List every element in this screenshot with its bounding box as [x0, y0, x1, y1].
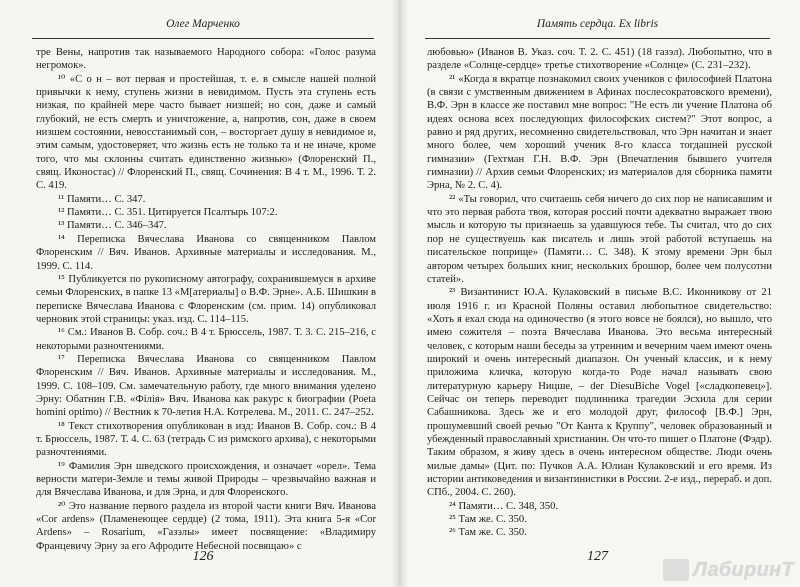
- page-number-left: 126: [192, 549, 214, 564]
- watermark-text: ЛабиринТ: [693, 558, 794, 581]
- footnote-paragraph: ¹⁸ Текст стихотворения опубликован в изд: Иванов В. Собр. соч.: В 4 т. Брюссель, 1987. Т. 4. С. 63 (тетрадь С из римского архива), с некоторыми разночтениями.: [36, 420, 376, 459]
- book-gutter-shadow: [392, 0, 408, 587]
- footnote-paragraph: ¹¹ Памяти… С. 347.: [58, 193, 146, 205]
- running-head-right: Память сердца. Ex libris: [425, 18, 770, 39]
- footnote-paragraph: ¹² Памяти… С. 351. Цитируется Псалтырь 107:2.: [58, 207, 278, 219]
- footnotes-left: [36, 46, 376, 552]
- footnote-paragraph: ¹⁵ Публикуется по рукописному автографу, сохранившемуся в архиве семьи Флоренских, в папке 13 «М[атериалы] о В.Ф. Эрне». А.Б. Шишкин в переписке Вячеслава Иванова с Флоренским (см. прим. 14) опубликовал черновик этой страницы: указ. изд. С. 114–115.: [36, 273, 376, 325]
- footnote-paragraph: ¹⁴ Переписка Вячеслава Иванова со священником Павлом Флоренским // Вяч. Иванов. Архивные материалы и исследования. М., 1999. С. 114.: [36, 233, 376, 272]
- footnote-paragraph: ¹⁷ Переписка Вячеслава Иванова со священником Павлом Флоренским // Вяч. Иванов. Архивные материалы и исследования. М., 1999. С. 108–109. См. замечательную работу, где много внимания уделено Эрну: Обатнин Г.В. «Фiлiя» Вяч. Иванова как ракурс к биографии (Poeta homini optimo) // Вестник к 70-летия Н.А. Котрелева. М., 2011. С. 247–252.: [36, 353, 376, 419]
- footnote-paragraph: ¹⁰ «С о н – вот первая и простейшая, т. е. в смысле нашей полной привычки к нему, ступень жизни в невидимом. Пусть эта ступень есть низкая, по крайней мере часто бывает низшей; но сон, даже и самый глубокий, не есть смерть и уничтожение, а, напротив, сон, даже в своем низшем состоянии, невосстанимый сон, – восторгает душу в невидимое и, этим самым, удостоверяет, что жизнь есть не только та и не иначе, кроме того, что мы склонны считать единственно жизнью» (Флоренский П., свящ. Иконостас) // Флоренский П., свящ. Сочинения: В 4 т. М., 1996. Т. 2. С. 419.: [36, 73, 376, 192]
- running-head-left: Олег Марченко: [32, 18, 374, 39]
- footnote-paragraph: ²⁴ Памяти… С. 348, 350.: [449, 500, 559, 512]
- footnote-paragraph: ¹³ Памяти… С. 346–347.: [58, 220, 167, 232]
- footnote-paragraph: ²⁶ Там же. С. 350.: [449, 527, 527, 539]
- footnote-paragraph: ²² «Ты говорил, что считаешь себя ничего до сих пор не написавшим и что это первая работа твоя, которая россий почти адекватно выражает твою мысль и которую ты признаешь за удавшуюся тебе. Ты считал, что до сих пор не существуешь как писатель и лишь этой работой вступаешь на писательское поприще» (Памяти… С. 348). К этому времени Эрн был автором четырех больших книг, нескольких брошюр, более чем полусотни статей».: [427, 193, 772, 285]
- footnote-paragraph: любовью» (Иванов В. Указ. соч. Т. 2. С. 451) (18 газэл). Любопытно, что в разделе «Солнце-сердце» третье стихотворение «Солнце» (С. 231–232).: [427, 47, 772, 72]
- right-page: [400, 0, 800, 587]
- footnote-paragraph: ²⁰ Это название первого раздела из второй части книги Вяч. Иванова «Cor ardens» (Пламенеющее сердце) (2 тома, 1911). Эта книга 5-я «Cor Ardens» – Rosarium, «Газэлы» имеет посвящение: «Владимиру Францевичу Эрну за его Афродите Небесной посвящаю» с: [36, 500, 376, 552]
- footnote-paragraph: ²¹ «Когда я вкратце познакомил своих учеников с философией Платона (в связи с умственным движением в Афинах послесократовского времени), В.Ф. Эрн в классе же поставил мне вопрос: "Не есть ли учение Платона об идеях основа всех последующих философских систем?" Этот вопрос, а равно и ряд других, несомненно свидетельствовал, что Эрн начитан и знает много более, чем хороший ученик 8-го класса тогдашней русской гимназии» (Гехтман Г.Н. В.Ф. Эрн (Впечатления бывшего учителя гимназии) // Архив семьи Флоренских; из материалов для сборника памяти Эрна, № 2. С. 4).: [427, 73, 772, 192]
- page-number-right: 127: [587, 549, 608, 564]
- footnote-paragraph: ²³ Византинист Ю.А. Кулаковский в письме В.С. Иконникову от 21 июля 1916 г. из Красной Поляны оставил любопытное свидетельство: «Хоть я ехал сюда на одиночество (я этого вовсе не боялся), но вышло, что имею сожителя – поэта Вячеслава Иванова. Это весьма интересный человек, с которым наши беседы за утренним и вечерним чаем имеют очень широкий и очень интересный диапазон. Он ученый классик, и к нему приложима кличка, которую когда-то Роде начал называть свою литературную карьеру Ницше, – der DiesuBiche Vogel [«сладкопевец»]. Сейчас он теперь переводит подлинника трагедии Эсхила для серии Сабашникова. Здесь же и его молодой друг, философ [В.Ф.] Эрн, прошумевший своей речью "От Канта к Круппу", человек образованный и убежденный православный христианин. Он что-то пишет о Платоне (Фэдр). Таким образом, я живу здесь в очень интересном обществе. Люди очень милые дамы» (Цит. по: Пучков А.А. Юлиан Кулаковский и его время. Из истории антиковедения и византинистики в России. 2-е изд., перераб. и доп. СПб., 2004. С. 260).: [427, 287, 772, 499]
- footnote-paragraph: тре Вены, напротив так называемого Народного собора: «Голос разума негромок».: [36, 47, 376, 72]
- watermark-badge-icon: [663, 559, 689, 581]
- footnote-paragraph: ¹⁶ См.: Иванов В. Собр. соч.: В 4 т. Брюссель, 1987. Т. 3. С. 215–216, с некоторыми разночтениями.: [36, 327, 376, 352]
- watermark-logo: [663, 557, 794, 583]
- footnotes-right: [427, 46, 772, 537]
- footnote-paragraph: ¹⁹ Фамилия Эрн шведского происхождения, и означает «орел». Тема верности матери-Земле и темы живой Природы – чрезвычайно важная и для Вячеслава Иванова, и для Эрна, и для Флоренского.: [36, 460, 376, 499]
- footnote-paragraph: ²⁵ Там же. С. 350.: [449, 514, 527, 526]
